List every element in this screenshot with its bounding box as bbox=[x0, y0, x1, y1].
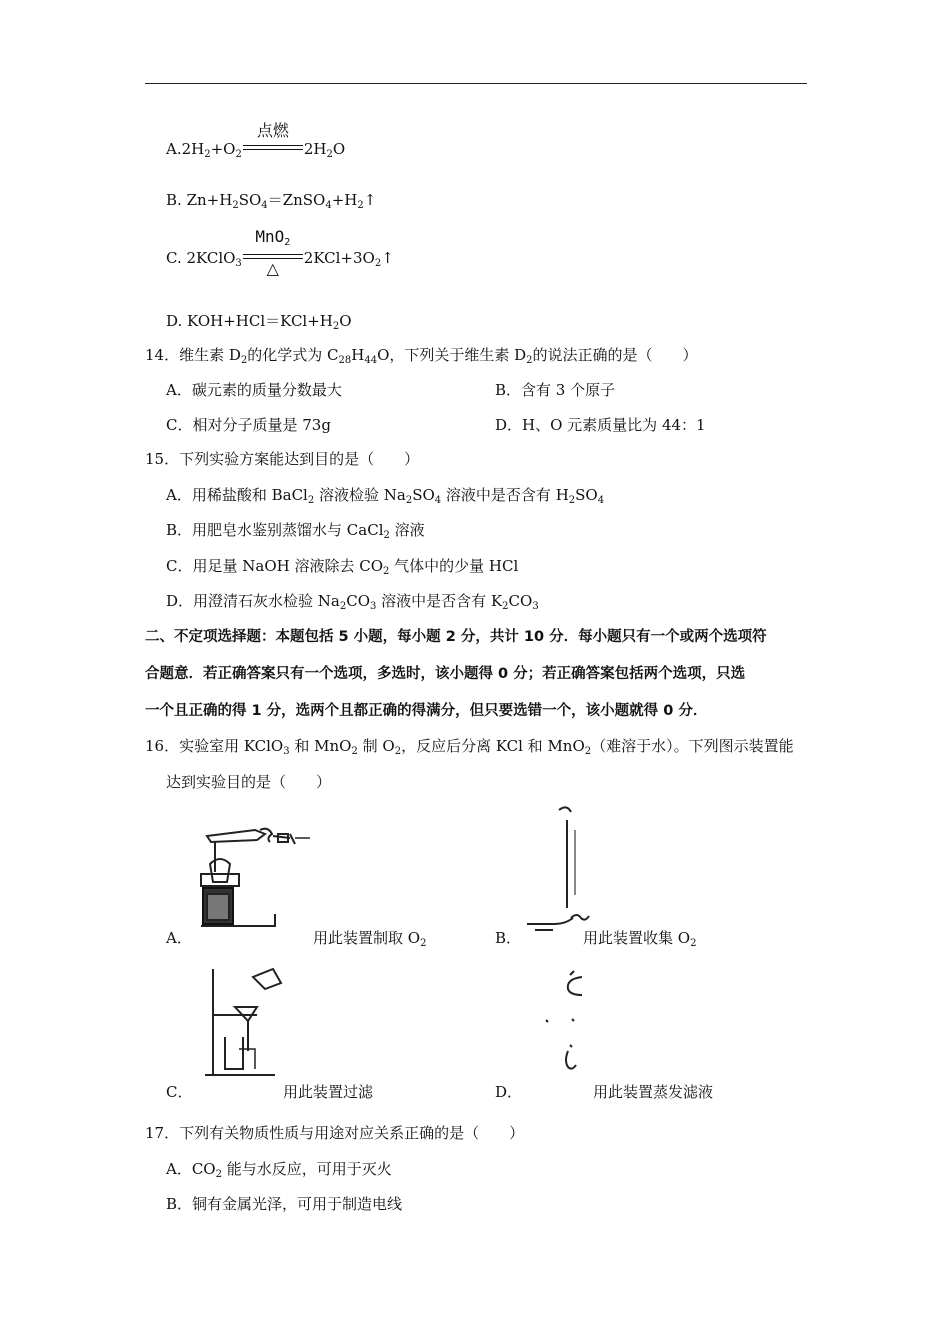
q17-stem: 17．下列有关物质性质与用途对应关系正确的是（ ） bbox=[145, 1124, 525, 1142]
q17-option-a: A．$CO_2$ 能与水反应，可用于灭火 bbox=[166, 1160, 392, 1180]
q15-stem: 15．下列实验方案能达到目的是（ ） bbox=[145, 450, 420, 468]
q14-stem: 14．维生素 $D_2$的化学式为 $C_{28}H_{44}O$，下列关于维生素 $D_2$的说法正确的是（ ） bbox=[145, 346, 698, 366]
reaction-condition: 点燃 bbox=[243, 142, 303, 152]
apparatus-evaporation-figure bbox=[530, 965, 610, 1080]
q16-option-c-caption: 用此装置过滤 bbox=[283, 1083, 374, 1101]
q17-option-b: B．铜有金属光泽，可用于制造电线 bbox=[166, 1195, 403, 1213]
q15-option-a: A．用稀盐酸和 BaCl$_2$ 溶液检验 $Na_2SO_4$ 溶液中是否含有 $H_2SO_4$ bbox=[166, 486, 605, 506]
q16-option-d-caption: 用此装置蒸发滤液 bbox=[593, 1083, 714, 1101]
section-heading-line-2: 合题意．若正确答案只有一个选项，多选时，该小题得 0 分；若正确答案包括两个选项，只选 bbox=[145, 666, 746, 682]
q15-option-d: D．用澄清石灰水检验 $Na_2CO_3$ 溶液中是否含有 $K_2CO_3$ bbox=[166, 592, 539, 612]
q14-option-c: C．相对分子质量是 73g bbox=[166, 416, 331, 434]
q14-option-b: B．含有 3 个原子 bbox=[495, 381, 616, 399]
q15-option-b: B．用肥皂水鉴别蒸馏水与 CaCl$_2$ 溶液 bbox=[166, 521, 425, 541]
q16-stem-line-1: 16．实验室用 KClO$_3$ 和 MnO$_2$ 制 $O_2$，反应后分离 KCl 和 MnO$_2$（难溶于水）。下列图示装置能 bbox=[145, 737, 794, 757]
section-heading-line-1: 二、不定项选择题：本题包括 5 小题，每小题 2 分，共计 10 分．每小题只有一个或两个选项符 bbox=[145, 629, 767, 645]
q16-option-d-label: D． bbox=[495, 1083, 523, 1101]
q14-option-a: A．碳元素的质量分数最大 bbox=[166, 381, 342, 399]
q16-option-a-label: A． bbox=[166, 929, 192, 947]
q16-stem-line-2: 达到实验目的是（ ） bbox=[166, 773, 332, 791]
apparatus-filtration-figure bbox=[195, 965, 295, 1080]
q16-option-a-caption: 用此装置制取 $O_2$ bbox=[313, 929, 427, 949]
reaction-condition: MnO$_2$ △ bbox=[243, 251, 303, 261]
q13-option-a: $A.2H_2+O_2$ 点燃 $2H_2O$ bbox=[166, 121, 346, 160]
q13-option-c: C. 2KClO$_3$ MnO$_2$ △ $2KCl+3O_2↑$ bbox=[166, 227, 394, 278]
apparatus-heating-figure bbox=[195, 822, 315, 937]
q14-option-d: D．H、O 元素质量比为 44：1 bbox=[495, 416, 706, 434]
q16-option-c-label: C． bbox=[166, 1083, 193, 1101]
q15-option-c: C．用足量 NaOH 溶液除去 $CO_2$ 气体中的少量 HCl bbox=[166, 557, 519, 577]
q16-option-b-caption: 用此装置收集 $O_2$ bbox=[583, 929, 697, 949]
q13-option-b: B. $Zn+H_2SO_4=ZnSO_4+H_2↑$ bbox=[166, 191, 377, 211]
header-rule bbox=[145, 83, 807, 84]
apparatus-collection-figure bbox=[525, 800, 615, 935]
section-heading-line-3: 一个且正确的得 1 分，选两个且都正确的得满分，但只要选错一个，该小题就得 0 分． bbox=[145, 703, 708, 719]
q13-option-d: D. $KOH+HCl=KCl+H_2O$ bbox=[166, 312, 352, 332]
q16-option-b-label: B． bbox=[495, 929, 522, 947]
